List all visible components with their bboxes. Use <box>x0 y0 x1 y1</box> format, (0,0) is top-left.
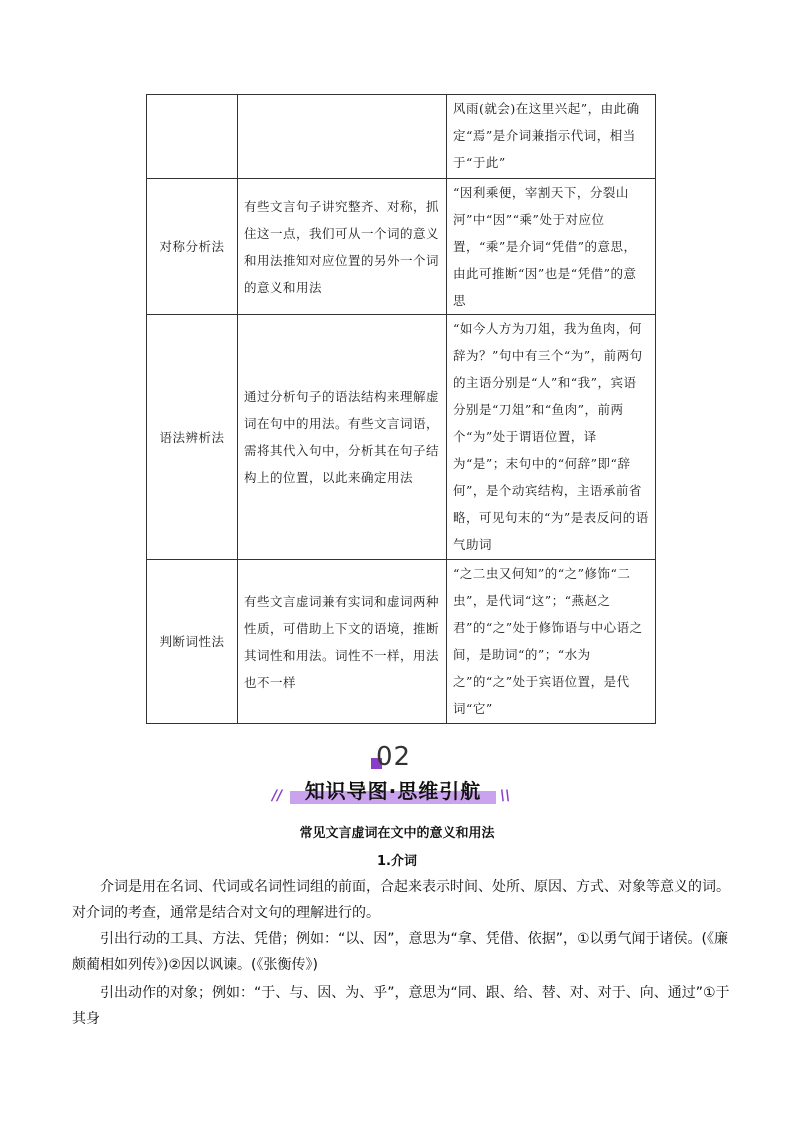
paragraph: 引出行动的工具、方法、凭借；例如：“以、因”，意思为“拿、凭借、依据”，①以勇气闻于诸侯。(《廉颇蔺相如列传》)②因以讽谏。(《张衡传》) <box>72 931 729 973</box>
method-name: 对称分析法 <box>147 179 238 315</box>
table-row <box>147 95 656 179</box>
method-name: 判断词性法 <box>147 560 238 724</box>
table-row <box>147 560 656 724</box>
section-number: 02 <box>376 742 412 772</box>
method-example: “如今人方为刀俎，我为鱼肉，何辞为？”句中有三个“为”，前两句的主语分别是“人”和“我”，宾语分别是“刀俎”和“鱼肉”，前两个“为”处于谓语位置，译为“是”；末句中的“何辞”即“辞何”，是个动宾结构，主语承前省略，可见句末的“为”是表反问的语气助词 <box>447 315 656 560</box>
section-title: 知识导图·思维引航 <box>304 779 482 803</box>
paragraph: 引出动作的对象；例如：“于、与、因、为、乎”，意思为“同、跟、给、替、对、对于、向、通过”①于其身 <box>72 985 730 1027</box>
content-heading: 常见文言虚词在文中的意义和用法 <box>299 826 495 841</box>
method-example: “因利乘便，宰割天下，分裂山河”中“因”“乘”处于对应位置，“乘”是介词“凭借”的意思，由此可推断“因”也是“凭借”的意思 <box>447 179 656 315</box>
method-description: 有些文言虚词兼有实词和虚词两种性质，可借助上下文的语境，推断其词性和用法。词性不一样，用法也不一样 <box>238 560 447 724</box>
content-subheading: 1.介词 <box>377 854 417 869</box>
methods-table <box>146 94 656 724</box>
table-row <box>147 179 656 315</box>
banner-slash-left-icon: // <box>272 788 283 804</box>
table-row <box>147 315 656 560</box>
method-name <box>147 95 238 179</box>
method-example: “之二虫又何知”的“之”修饰“二虫”，是代词“这”；“燕赵之君”的“之”处于修饰语与中心语之间，是助词“的”；“水为之”的“之”处于宾语位置，是代词“它” <box>447 560 656 724</box>
method-description: 有些文言句子讲究整齐、对称，抓住这一点，我们可从一个词的意义和用法推知对应位置的另外一个词的意义和用法 <box>238 179 447 315</box>
banner-slash-right-icon: \\ <box>500 788 511 804</box>
method-description: 通过分析句子的语法结构来理解虚词在句中的用法。有些文言词语，需将其代入句中，分析其在句子结构上的位置，以此来确定用法 <box>238 315 447 560</box>
method-description <box>238 95 447 179</box>
method-name: 语法辨析法 <box>147 315 238 560</box>
section-banner <box>290 778 496 804</box>
method-example: 风雨(就会)在这里兴起”，由此确定“焉”是介词兼指示代词，相当于“于此” <box>447 95 656 179</box>
paragraph: 介词是用在名词、代词或名词性词组的前面，合起来表示时间、处所、原因、方式、对象等意义的词。对介词的考查，通常是结合对文句的理解进行的。 <box>72 879 730 921</box>
